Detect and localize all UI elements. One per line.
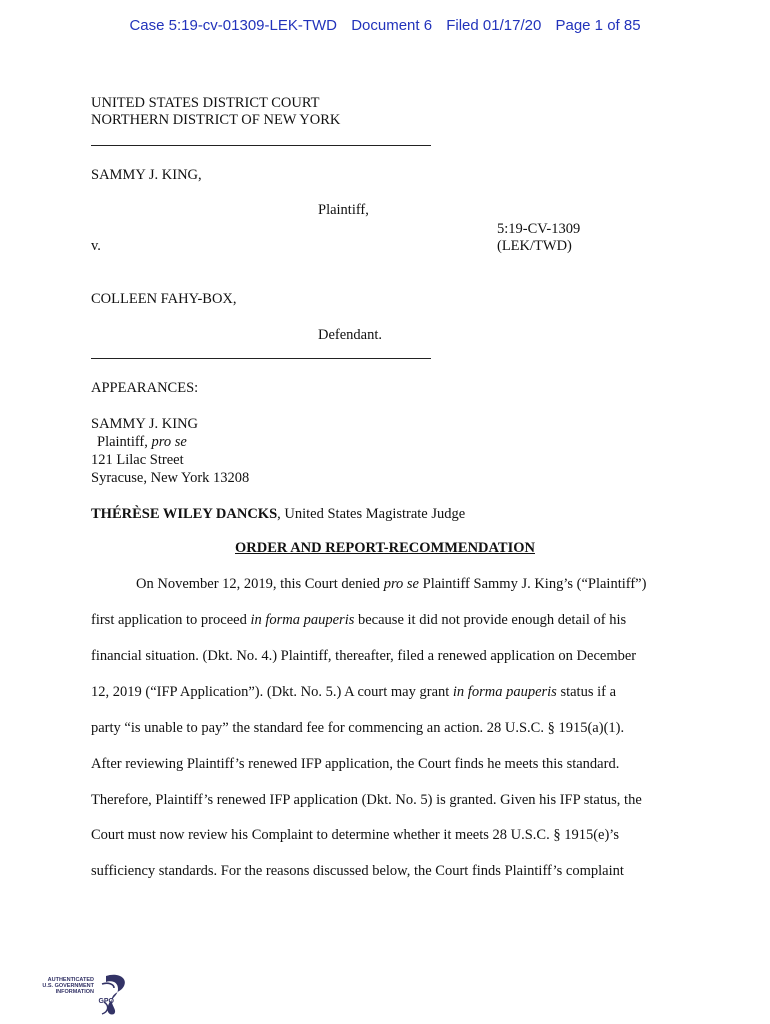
header-filed-date: Filed 01/17/20 [446, 17, 542, 34]
gpo-logo-text [42, 977, 94, 995]
appearance-role [97, 434, 187, 451]
plaintiff-name: SAMMY J. KING, [91, 167, 202, 183]
header-document-number: Document 6 [351, 17, 433, 34]
body-line-4-italic: in forma pauperis [452, 684, 557, 700]
body-line-4-c: status if a [556, 684, 617, 700]
body-line-1-italic: pro se [383, 576, 419, 592]
gpo-logo-line1: AUTHENTICATED [47, 977, 94, 983]
body-line-1-a: On November 12, 2019, this Court denied [136, 576, 384, 592]
judge-name: THÉRÈSE WILEY DANCKS [91, 506, 278, 522]
document-title: ORDER AND REPORT-RECOMMENDATION [235, 540, 535, 556]
court-name-line2: NORTHERN DISTRICT OF NEW YORK [91, 112, 341, 128]
filing-header [0, 17, 770, 34]
body-line-5: party “is unable to pay” the standard fee for commencing an action. 28 U.S.C. § 1915(a)(1). [91, 720, 625, 736]
caption-top-rule [91, 145, 431, 146]
case-number: 5:19-CV-1309 [497, 221, 581, 237]
gpo-logo-line3: INFORMATION [55, 989, 94, 995]
body-line-2-a: first application to proceed [91, 612, 251, 628]
body-line-1 [136, 576, 646, 593]
appearance-city: Syracuse, New York 13208 [91, 470, 250, 486]
body-line-4-a: 12, 2019 (“IFP Application”). (Dkt. No. 5.) A court may grant [91, 684, 453, 700]
court-name-line1: UNITED STATES DISTRICT COURT [91, 95, 320, 111]
appearance-role-italic: pro se [151, 434, 187, 450]
body-line-4 [91, 684, 616, 701]
plaintiff-role: Plaintiff, [318, 202, 369, 218]
appearance-street: 121 Lilac Street [91, 452, 184, 468]
gpo-logo-mark: GPO [98, 998, 114, 1005]
appearance-role-prefix: Plaintiff, [97, 434, 152, 450]
body-line-6: After reviewing Plaintiff’s renewed IFP application, the Court finds he meets this standard. [91, 756, 620, 772]
gpo-logo-line2: U.S. GOVERNMENT [42, 983, 94, 989]
header-case-number: Case 5:19-cv-01309-LEK-TWD [129, 17, 338, 34]
judge-title: , United States Magistrate Judge [277, 506, 466, 522]
body-line-2 [91, 612, 626, 629]
body-line-8: Court must now review his Complaint to determine whether it meets 28 U.S.C. § 1915(e)’s [91, 827, 619, 843]
header-page-count: Page 1 of 85 [555, 17, 641, 34]
body-line-1-c: Plaintiff Sammy J. King’s (“Plaintiff”) [419, 576, 647, 592]
body-line-7: Therefore, Plaintiff’s renewed IFP application (Dkt. No. 5) is granted. Given his IFP status, the [91, 792, 642, 808]
body-line-2-c: because it did not provide enough detail of his [354, 612, 627, 628]
defendant-role: Defendant. [318, 327, 383, 343]
judge-line [91, 506, 465, 523]
body-line-9: sufficiency standards. For the reasons discussed below, the Court finds Plaintiff’s complaint [91, 863, 624, 879]
versus: v. [91, 238, 101, 254]
gpo-authentication-logo [44, 972, 134, 1017]
appearances-heading: APPEARANCES: [91, 380, 199, 396]
defendant-name: COLLEEN FAHY-BOX, [91, 291, 237, 307]
body-line-3: financial situation. (Dkt. No. 4.) Plaintiff, thereafter, filed a renewed application on December [91, 648, 637, 664]
case-judges: (LEK/TWD) [497, 238, 572, 254]
body-line-2-italic: in forma pauperis [250, 612, 355, 628]
caption-bottom-rule [91, 358, 431, 359]
appearance-name: SAMMY J. KING [91, 416, 199, 432]
